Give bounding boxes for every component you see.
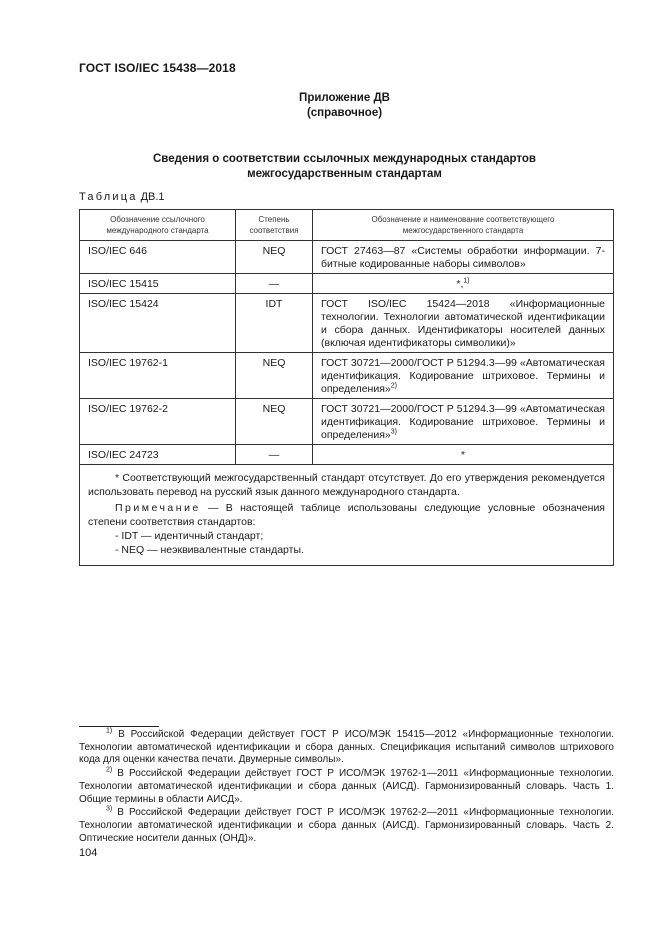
table-row [80, 274, 614, 294]
cell-degree: NEQ [236, 399, 313, 445]
national-text: ГОСТ 30721—2000/ГОСТ Р 51294.3—99 «Автоматическая идентификация. Кодирование штриховое. Термины и определения» [321, 403, 605, 441]
annex-title: Приложение ДВ [299, 92, 390, 104]
cell-ref: ISO/IEC 19762-2 [80, 399, 236, 445]
table-caption [79, 191, 165, 203]
cell-ref: ISO/IEC 19762-1 [80, 353, 236, 399]
page-number: 104 [79, 847, 98, 859]
cell-degree: — [236, 445, 313, 465]
note-neq: - NEQ — неэквивалентные стандарты. [115, 544, 304, 556]
footnotes [79, 729, 614, 846]
table-row [80, 399, 614, 445]
cell-national [313, 294, 614, 353]
annex-subtitle: (справочное) [306, 107, 383, 119]
note-missing-standard: * Соответствующий межгосударственный стандарт отсутствует. До его утверждения рекомендуется использовать перевод на русский язык данного международного стандарта. [88, 472, 605, 498]
section-title [0, 152, 661, 182]
table-caption-word: Таблица [79, 191, 138, 203]
footnote-ref: 1) [463, 277, 470, 285]
header-degree: Степень соответствия [236, 210, 313, 241]
national-text: *, [456, 278, 464, 290]
footnote-mark: 2) [106, 766, 113, 774]
annex-heading [0, 91, 661, 121]
national-text: ГОСТ 27463—87 «Системы обработки информации. 7-битные кодированные наборы символов» [321, 245, 605, 270]
table-row [80, 353, 614, 399]
cell-degree: NEQ [236, 353, 313, 399]
cell-ref: ISO/IEC 15424 [80, 294, 236, 353]
header-national-standard: Обозначение и наименование соответствующего межгосударственного стандарта [313, 210, 614, 241]
footnote-mark: 3) [106, 805, 113, 813]
table-notes [80, 465, 614, 566]
cell-degree: IDT [236, 294, 313, 353]
footnote-separator [79, 726, 159, 727]
note-label: Примечание [115, 502, 201, 514]
table-row [80, 294, 614, 353]
table-notes-row [80, 465, 614, 566]
document-header: ГОСТ ISO/IEC 15438—2018 [79, 61, 236, 75]
cell-national [313, 274, 614, 294]
cell-ref: ISO/IEC 646 [80, 241, 236, 274]
cell-national [313, 241, 614, 274]
table-row [80, 241, 614, 274]
footnote-mark: 1) [106, 727, 113, 735]
footnote [79, 807, 614, 845]
section-title-line-2: межгосударственным стандартам [247, 168, 442, 180]
header-international-standard: Обозначение ссылочного международного стандарта [80, 210, 236, 241]
cell-ref: ISO/IEC 15415 [80, 274, 236, 294]
footnote-ref: 2) [390, 382, 397, 390]
note-text: — В настоящей таблице использованы следующие условные обозначения степени соответствия стандартов: [88, 502, 605, 528]
cell-ref: ISO/IEC 24723 [80, 445, 236, 465]
cell-national [313, 445, 614, 465]
national-text: * [460, 449, 466, 461]
note-idt: - IDT — идентичный стандарт; [115, 530, 264, 542]
section-title-line-1: Сведения о соответствии ссылочных международных стандартов [152, 153, 536, 165]
footnote-text: В Российской Федерации действует ГОСТ Р ИСО/МЭК 19762-1—2011 «Информационные технологии. Технологии автоматической идентификации и сбора данных (АИСД). Гармонизированный словарь. Часть 1. Общие термины в области АИСД». [79, 768, 614, 805]
footnote-text: В Российской Федерации действует ГОСТ Р ИСО/МЭК 15415—2012 «Информационные технологии. Технологии автоматической идентификации и сбора данных. Спецификация испытаний символов штрихового кода для оценки качества печати. Двумерные символы». [79, 729, 614, 766]
note-paragraph [88, 501, 605, 529]
table-caption-number: ДВ.1 [140, 191, 165, 203]
national-text: ГОСТ 30721—2000/ГОСТ Р 51294.3—99 «Автоматическая идентификация. Кодирование штриховое. Термины и определения» [321, 357, 605, 395]
correspondence-table [79, 209, 614, 566]
footnote-ref: 3) [390, 428, 397, 436]
footnote [79, 729, 614, 767]
cell-degree: NEQ [236, 241, 313, 274]
cell-national [313, 399, 614, 445]
table-header-row [80, 210, 614, 241]
footnote [79, 768, 614, 806]
national-text: ГОСТ ISO/IEC 15424—2018 «Информационные технологии. Технологии автоматической идентификации и сбора данных. Идентификаторы носителей данных (включая идентификаторы символики)» [321, 298, 605, 349]
table-row [80, 445, 614, 465]
cell-degree: — [236, 274, 313, 294]
footnote-text: В Российской Федерации действует ГОСТ Р ИСО/МЭК 19762-2—2011 «Информационные технологии. Технологии автоматической идентификации и сбора данных (АИСД). Гармонизированный словарь. Часть 2. Оптические носители данных (ОНД)». [79, 807, 614, 844]
cell-national [313, 353, 614, 399]
